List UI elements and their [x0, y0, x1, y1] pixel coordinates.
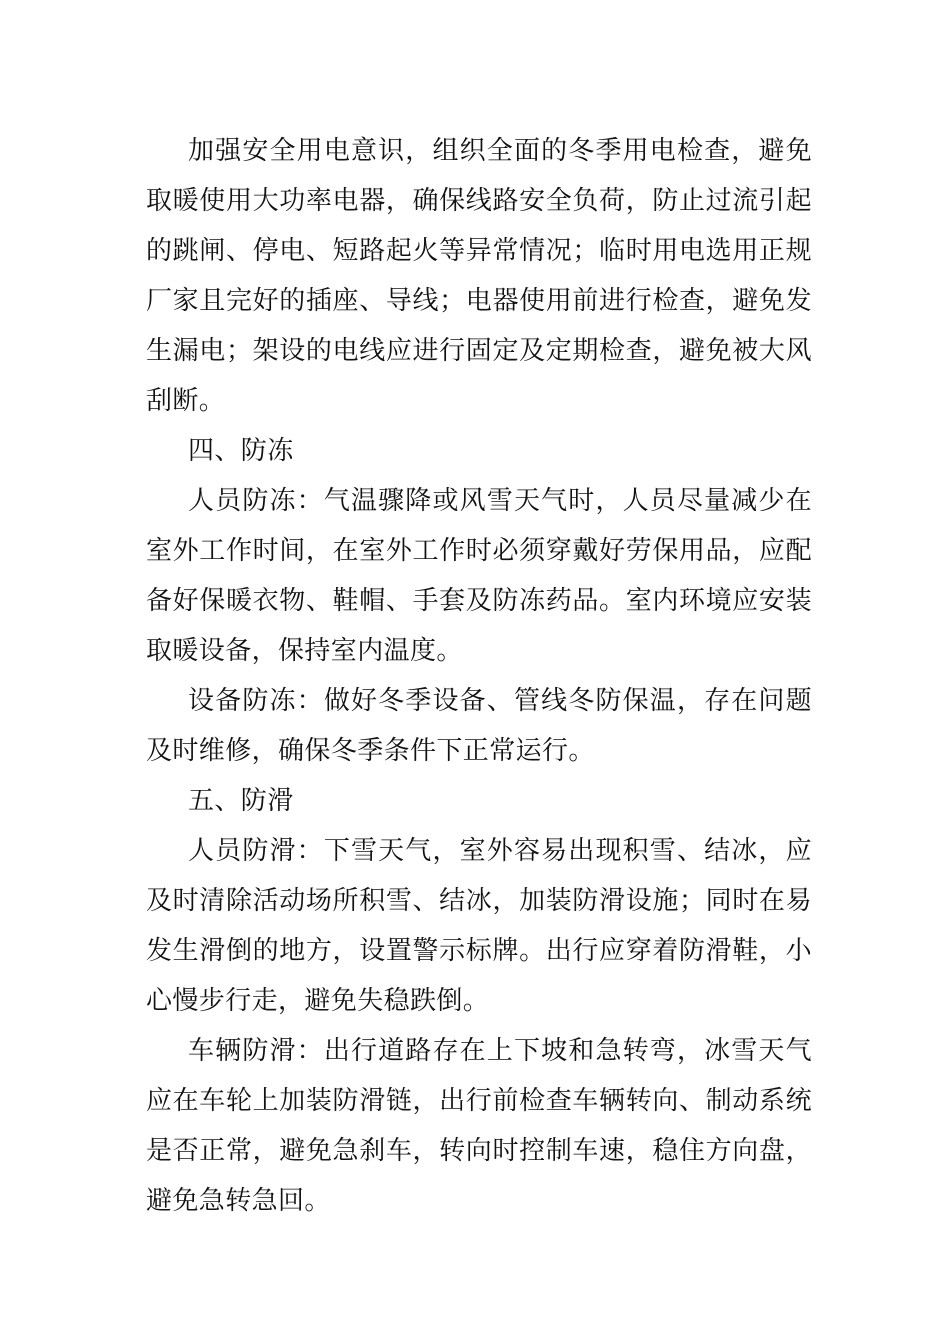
paragraph-personnel-antislip: 人员防滑：下雪天气，室外容易出现积雪、结冰，应及时清除活动场所积雪、结冰，加装防滑设施；同时在易发生滑倒的地方，设置警示标牌。出行应穿着防滑鞋，小心慢步行走，避免失稳跌倒。: [146, 836, 812, 1016]
paragraph-electrical-safety: 加强安全用电意识，组织全面的冬季用电检查，避免取暖使用大功率电器，确保线路安全负荷，防止过流引起的跳闸、停电、短路起火等异常情况；临时用电选用正规厂家且完好的插座、导线；电器使用前进行检查，避免发生漏电；架设的电线应进行固定及定期检查，避免被大风刮断。: [146, 136, 812, 416]
section-heading-antislip: 五、防滑: [188, 786, 294, 816]
paragraph-vehicle-antislip: 车辆防滑：出行道路存在上下坡和急转弯，冰雪天气应在车轮上加装防滑链，出行前检查车辆转向、制动系统是否正常，避免急刹车，转向时控制车速，稳住方向盘，避免急转急回。: [146, 1036, 812, 1216]
document-body: [146, 126, 812, 1226]
paragraph-equipment-antifreeze: 设备防冻：做好冬季设备、管线冬防保温，存在问题及时维修，确保冬季条件下正常运行。: [146, 686, 812, 766]
section-heading-antifreeze: 四、防冻: [188, 436, 294, 466]
paragraph-personnel-antifreeze: 人员防冻：气温骤降或风雪天气时，人员尽量减少在室外工作时间，在室外工作时必须穿戴好劳保用品，应配备好保暖衣物、鞋帽、手套及防冻药品。室内环境应安装取暖设备，保持室内温度。: [146, 486, 812, 666]
